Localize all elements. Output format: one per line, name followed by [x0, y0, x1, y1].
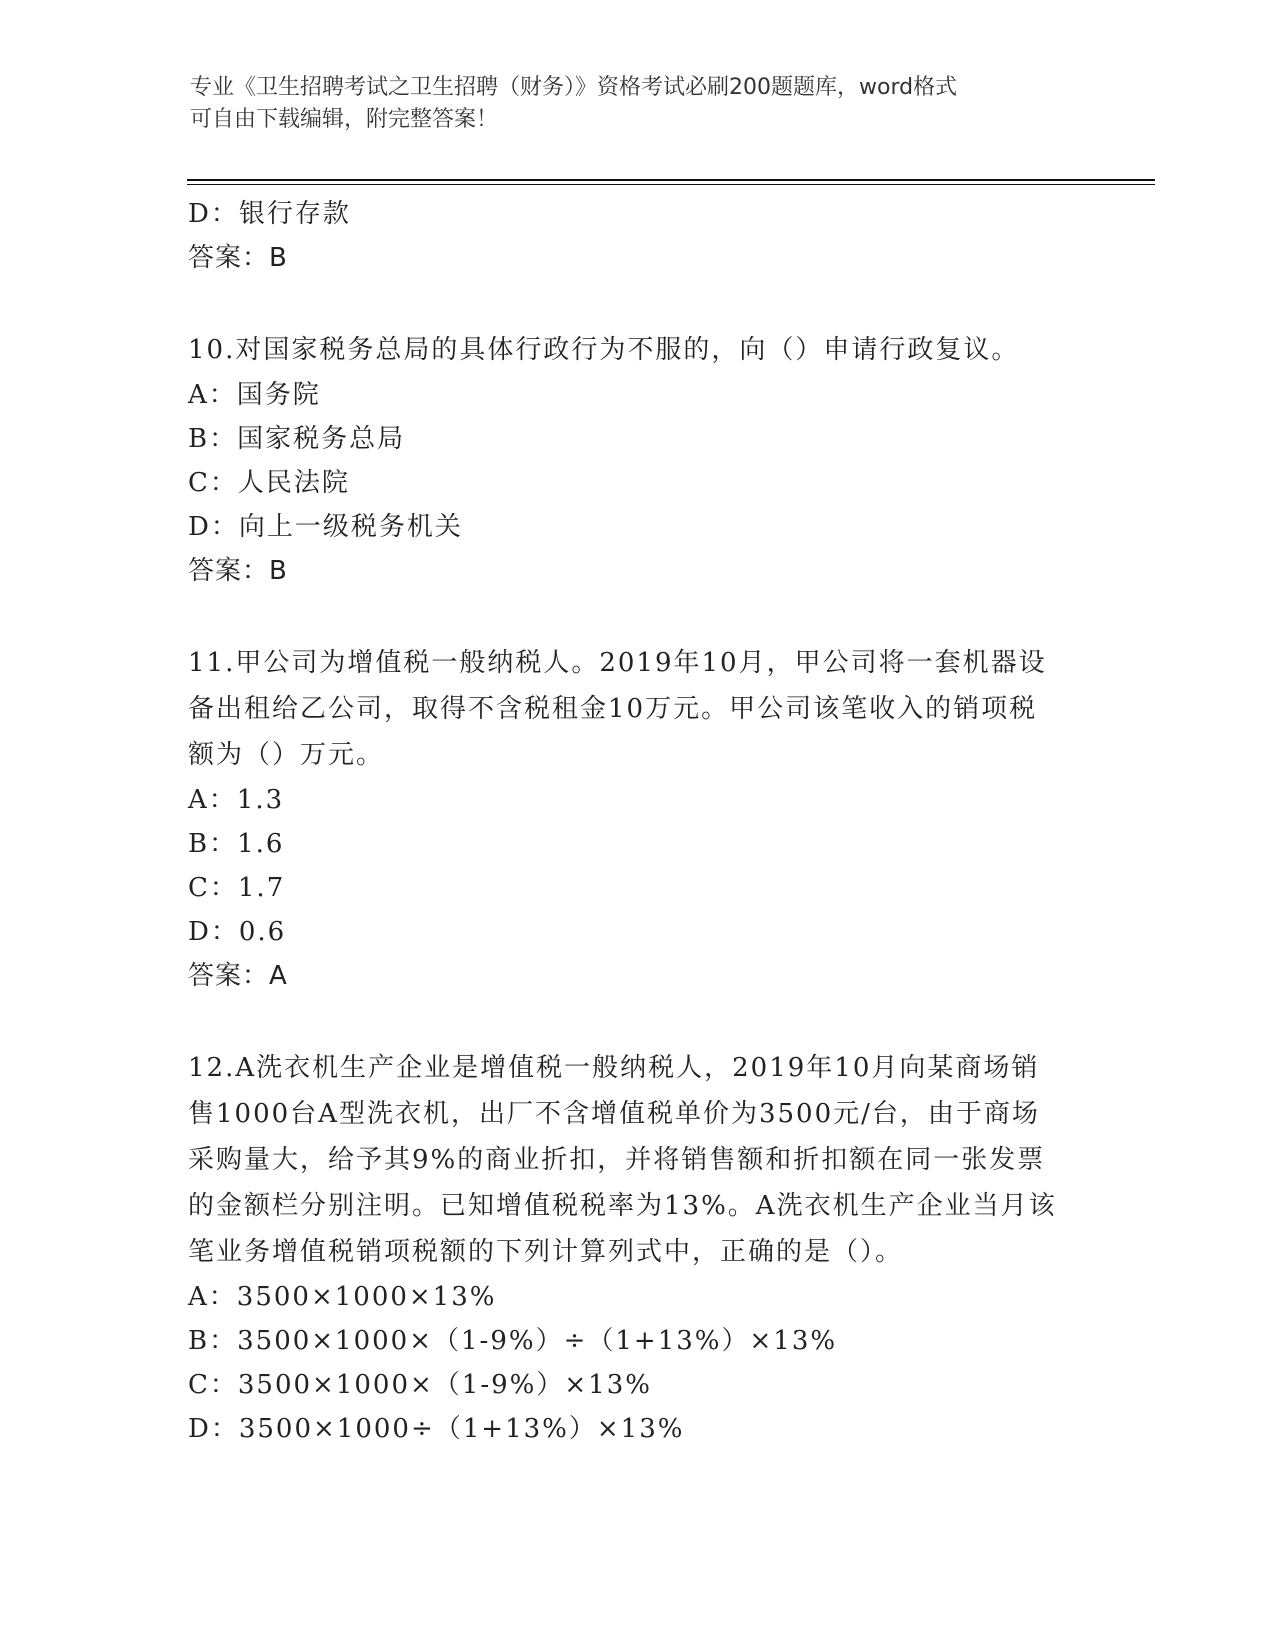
question-content — [188, 192, 1088, 1451]
option-a: A：1.3 — [188, 785, 285, 815]
option-b: B：国家税务总局 — [188, 424, 406, 454]
prev-answer: 答案：B — [188, 243, 288, 273]
option-d: D：3500×1000÷（1+13%）×13% — [188, 1414, 685, 1444]
question-text-line: 售1000台A型洗衣机，出厂不含增值税单价为3500元/台，由于商场 — [188, 1099, 1040, 1129]
question-text: 10.对国家税务总局的具体行政行为不服的，向（）申请行政复议。 — [188, 335, 1020, 365]
option-d: D：向上一级税务机关 — [188, 512, 463, 542]
header-line-2: 可自由下载编辑，附完整答案！ — [190, 107, 499, 132]
question-text-line: 12.A洗衣机生产企业是增值税一般纳税人，2019年10月向某商场销 — [188, 1053, 1040, 1083]
option-a: A：国务院 — [188, 380, 321, 410]
question-11 — [188, 640, 1088, 998]
option-c: C：人民法院 — [188, 468, 350, 498]
answer: 答案：B — [188, 556, 288, 586]
option-c: C：3500×1000×（1-9%）×13% — [188, 1370, 652, 1400]
header-rule — [187, 179, 1155, 181]
question-text-line: 额为（）万元。 — [188, 740, 385, 770]
option-a: A：3500×1000×13% — [188, 1282, 497, 1312]
option-b: B：3500×1000×（1-9%）÷（1+13%）×13% — [188, 1326, 838, 1356]
question-10 — [188, 327, 1088, 593]
question-text-line: 备出租给乙公司，取得不含税租金10万元。甲公司该笔收入的销项税 — [188, 694, 1038, 724]
question-text-line: 采购量大，给予其9%的商业折扣，并将销售额和折扣额在同一张发票 — [188, 1145, 1046, 1175]
header-rule-thin — [187, 184, 1155, 185]
question-12 — [188, 1045, 1088, 1451]
question-text-line: 笔业务增值税销项税额的下列计算列式中，正确的是（）。 — [188, 1237, 904, 1267]
answer: 答案：A — [188, 961, 288, 991]
header-line-1: 专业《卫生招聘考试之卫生招聘（财务）》资格考试必刷200题题库，word格式 — [190, 75, 958, 100]
page-header — [190, 72, 1090, 136]
option-b: B：1.6 — [188, 829, 285, 859]
option-d: D：0.6 — [188, 917, 287, 947]
question-text-line: 11.甲公司为增值税一般纳税人。2019年10月，甲公司将一套机器设 — [188, 648, 1047, 678]
option-c: C：1.7 — [188, 873, 286, 903]
question-text-line: 的金额栏分别注明。已知增值税税率为13%。A洗衣机生产企业当月该 — [188, 1191, 1057, 1221]
prev-option-d: D：银行存款 — [188, 199, 351, 229]
